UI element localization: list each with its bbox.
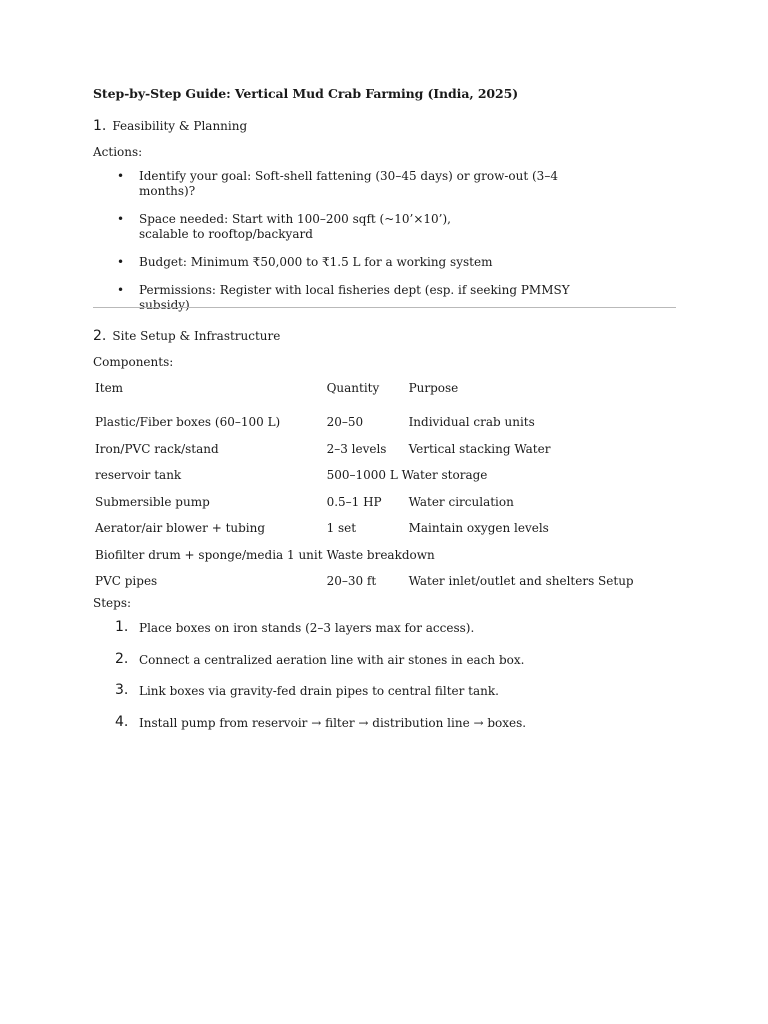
cell-item: PVC pipes [95,574,158,589]
header-item: Item [95,381,124,395]
table-row [93,489,653,516]
components-table [93,379,653,595]
bullet-icon: • [117,255,125,269]
section-2-number: 2. [93,328,107,344]
header-quantity: Quantity [326,381,380,395]
action-text: Permissions: Register with local fisheries dept (esp. if seeking PMMSY subsidy) [139,283,570,312]
cell-quantity: 2–3 levels [326,441,387,456]
cell-purpose: Water circulation [408,494,514,509]
cell-purpose: Water inlet/outlet and shelters Setup [408,574,634,589]
cell-quantity: Waste breakdown [326,547,435,562]
step-text: Link boxes via gravity-fed drain pipes to central filter tank. [139,684,499,698]
step-text: Connect a centralized aeration line with air stones in each box. [139,652,525,667]
bullet-icon: • [117,212,125,226]
steps-label: Steps: [93,596,132,610]
table-row [93,409,653,436]
cell-item: Submersible pump [95,494,210,509]
cell-quantity: 0.5–1 HP [326,494,382,509]
cell-quantity: 20–50 [326,415,364,430]
actions-list [93,169,613,326]
list-item [93,683,653,715]
step-number: 2. [115,650,129,667]
action-text: Space needed: Start with 100–200 sqft (~10’×10’), scalable to rooftop/backyard [139,212,451,241]
step-text: Place boxes on iron stands (2–3 layers max for access). [139,621,475,635]
step-text: Install pump from reservoir → filter → distribution line → boxes. [139,715,527,730]
table-row [93,515,653,542]
action-text: Budget: Minimum ₹50,000 to ₹1.5 L for a working system [139,255,493,269]
action-text: Identify your goal: Soft-shell fattening (30–45 days) or grow-out (3–4 months)? [139,169,558,198]
cell-quantity: 1 set [326,521,357,536]
steps-list [93,620,653,746]
cell-item: Plastic/Fiber boxes (60–100 L) [95,415,281,430]
section-2-heading [93,328,280,344]
bullet-icon: • [117,283,125,297]
bullet-icon: • [117,169,125,183]
cell-purpose: Vertical stacking Water [408,441,551,456]
section-divider [93,307,676,308]
section-2-title: Site Setup & Infrastructure [112,329,281,343]
section-1-heading [93,118,247,134]
list-item [93,255,613,270]
list-item [93,169,613,199]
list-item [93,620,653,652]
table-row [93,568,653,595]
step-number: 3. [115,682,129,698]
cell-quantity: 20–30 ft [326,574,377,589]
list-item [93,283,613,313]
cell-quantity: 500–1000 L Water storage [326,468,488,483]
step-number: 1. [115,619,129,635]
document-title: Step-by-Step Guide: Vertical Mud Crab Farming (India, 2025) [93,86,519,101]
cell-purpose: Individual crab units [408,415,535,430]
table-row [93,542,653,569]
cell-item: reservoir tank [95,468,182,483]
actions-label: Actions: [93,145,143,159]
step-number: 4. [115,713,129,730]
list-item [93,715,653,747]
section-1-number: 1. [93,118,107,134]
cell-item: Biofilter drum + sponge/media 1 unit [95,547,323,562]
cell-item: Iron/PVC rack/stand [95,441,219,456]
cell-item: Aerator/air blower + tubing [95,521,266,536]
section-1-title: Feasibility & Planning [112,119,248,133]
components-label: Components: [93,355,174,369]
header-purpose: Purpose [408,381,459,395]
list-item [93,652,653,684]
cell-purpose: Maintain oxygen levels [408,521,549,536]
table-header-row [93,379,653,409]
table-row [93,462,653,489]
table-row [93,436,653,463]
list-item [93,212,469,242]
